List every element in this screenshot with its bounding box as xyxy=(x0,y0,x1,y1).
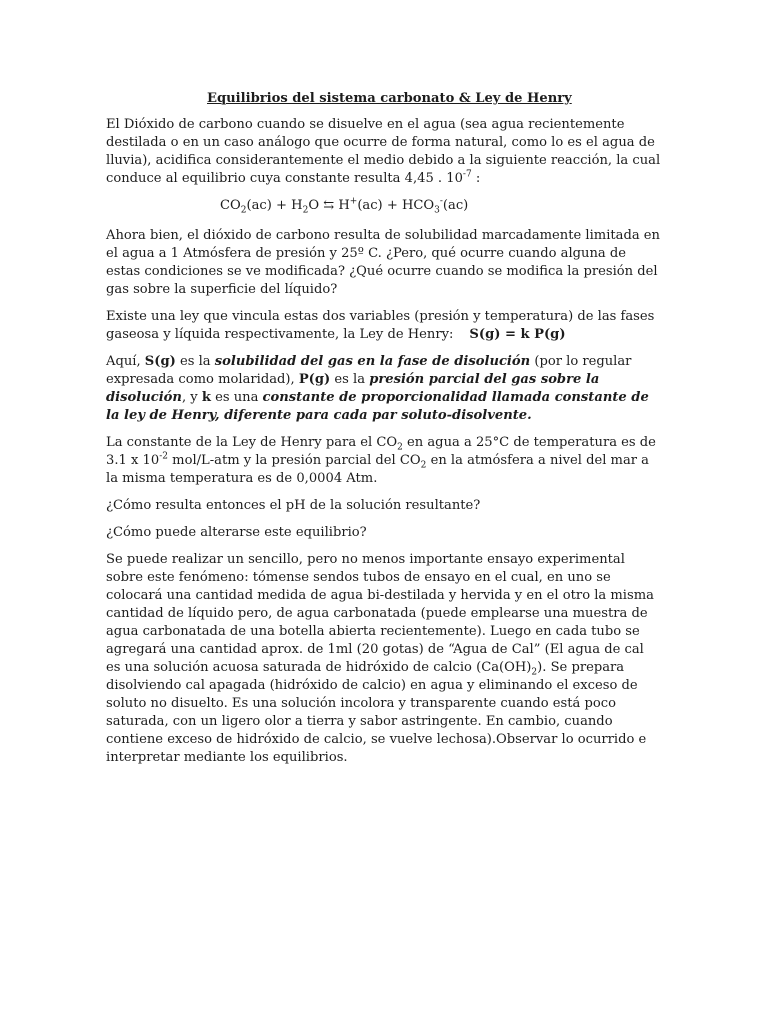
experiment-text-b: ). Se prepara disolviendo cal apagada (hidróxido de calcio) en agua y eliminando el exceso de soluto no disuelto. Es una solución incolora y transparente cuando está poco saturada, con un ligero olor a tierra y sabor astringente. En cambio, cuando contiene exceso de hidróxido de calcio, se vuelve lechosa).Observar lo ocurrido e interpretar mediante los equilibrios. xyxy=(106,660,647,765)
def-pg-meaning: presión parcial del gas sobre la disolución xyxy=(106,372,600,405)
def-text-a: Aquí, xyxy=(106,354,145,369)
paragraph-solubility: Ahora bien, el dióxido de carbono resulta de solubilidad marcadamente limitada en el agua a 1 Atmósfera de presión y 25º C. ¿Pero, qué ocurre cuando alguna de estas condiciones se ve modificada? ¿Qué ocurre cuando se modifica la presión del gas sobre la superficie del líquido? xyxy=(106,228,660,297)
question-equilibrium: ¿Cómo puede alterarse este equilibrio? xyxy=(106,525,367,540)
def-k-meaning: constante de proporcionalidad llamada constante de la ley de Henry, diferente para cada par soluto-disolvente xyxy=(106,390,649,423)
henry-law-text: Existe una ley que vincula estas dos variables (presión y temperatura) de las fases gaseosa y líquida respectivamente, la Ley de Henry: xyxy=(106,309,655,342)
eq-hco-tail: (ac) xyxy=(442,198,469,213)
def-text-c: (por lo regular expresada como molaridad), xyxy=(106,354,632,387)
paragraph-definitions xyxy=(106,353,661,425)
experiment-sub: 2 xyxy=(531,667,538,678)
eq-co-sub: 2 xyxy=(240,205,247,216)
constant-text-c: mol/L-atm y la presión parcial del CO xyxy=(167,453,421,468)
eq-hco-sub: 3 xyxy=(434,205,440,216)
eq-co: CO xyxy=(220,198,241,213)
reaction-equation xyxy=(220,197,661,215)
henry-law-formula: S(g) = k P(g) xyxy=(469,327,566,342)
document-title: Equilibrios del sistema carbonato & Ley de Henry xyxy=(207,91,572,106)
eq-h-tail: O ⇆ H xyxy=(308,198,350,213)
eq-co-tail: (ac) + H xyxy=(246,198,303,213)
paragraph-henry-constant xyxy=(106,434,661,488)
def-sg-meaning: solubilidad del gas en la fase de disolución xyxy=(214,354,531,369)
constant-sub-a: 2 xyxy=(397,442,403,453)
constant-text-a: La constante de la Ley de Henry para el CO xyxy=(106,435,398,450)
constant-sub-c: 2 xyxy=(420,460,427,471)
def-sg: S(g) xyxy=(144,354,176,369)
eq-hco-sup: - xyxy=(439,196,443,207)
paragraph-experiment xyxy=(106,551,661,767)
constant-exponent: -7 xyxy=(462,169,472,180)
def-k: k xyxy=(201,390,211,405)
def-text-e: , y xyxy=(181,390,202,405)
document-page xyxy=(106,90,661,776)
def-text-g: . xyxy=(527,408,532,423)
constant-sup-b: -2 xyxy=(159,451,168,462)
eq-hplus-sup: + xyxy=(349,196,358,207)
intro-text: El Dióxido de carbono cuando se disuelve en el agua (sea agua recientemente destilada o en un caso análogo que ocurre de forma natural, como lo es el agua de lluvia), acidifica considerantemente el medio debido a la siguiente reacción, la cual conduce al equilibrio cuya constante resulta 4,45 . 10 xyxy=(106,117,661,186)
constant-text-b: en agua a 25°C de temperatura es de 3.1 x 10 xyxy=(106,435,656,468)
eq-hplus-tail: (ac) + HCO xyxy=(357,198,435,213)
paragraph-intro xyxy=(106,116,661,188)
eq-h-sub: 2 xyxy=(302,205,309,216)
paragraph-henry-law xyxy=(106,308,661,344)
def-text-f: es una xyxy=(210,390,263,405)
experiment-text-a: Se puede realizar un sencillo, pero no menos importante ensayo experimental sobre este fenómeno: tómense sendos tubos de ensayo en el cual, en uno se colocará una cantidad medida de agua bi-destilada y hervida y en el otro la misma cantidad de líquido pero, de agua carbonatada (puede emplearse una muestra de agua carbonatada de una botella abierta recientemente). Luego en cada tubo se agregará una cantidad aprox. de 1ml (20 gotas) de “Agua de Cal” (El agua de cal es una solución acuosa saturada de hidróxido de calcio (Ca(OH) xyxy=(106,552,654,675)
def-text-d: es la xyxy=(330,372,370,387)
constant-text-d: en la atmósfera a nivel del mar a la misma temperatura es de 0,0004 Atm. xyxy=(106,453,649,486)
intro-tail: : xyxy=(471,171,481,186)
def-text-b: es la xyxy=(175,354,215,369)
question-ph: ¿Cómo resulta entonces el pH de la solución resultante? xyxy=(106,498,481,513)
def-pg: P(g) xyxy=(298,372,331,387)
